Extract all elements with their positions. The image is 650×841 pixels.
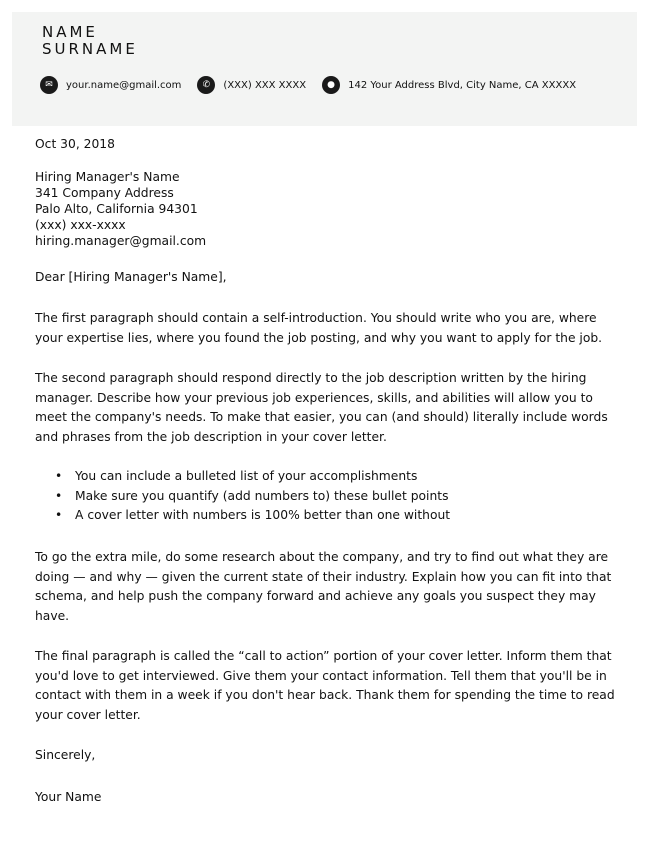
signature: Your Name <box>35 789 102 804</box>
contact-phone: ✆ (XXX) XXX XXXX <box>197 76 306 94</box>
paragraph-research: To go the extra mile, do some research about the company, and try to find out what they are doing — and why — given the current state of their industry. Explain how you can fit into that schema, and help push the company forward and achieve any goals you suspect they may have. <box>35 550 612 623</box>
paragraph-intro: The first paragraph should contain a self-introduction. You should write who you are, where your expertise lies, where you found the job posting, and why you want to apply for the job. <box>35 311 603 345</box>
paragraph-call-to-action: The final paragraph is called the “call to action” portion of your cover letter. Inform them that you'd love to get interviewed. Give them your contact information. Tell them that you'll be in contact with them in a week if you don't hear back. Thank them for spending the time to read your cover letter. <box>35 649 615 722</box>
salutation: Dear [Hiring Manager's Name], <box>35 269 227 284</box>
recipient-address: Hiring Manager's Name 341 Company Address Palo Alto, California 94301 (xxx) xxx-xxxx hiring.manager@gmail.com <box>35 169 207 249</box>
list-item: • A cover letter with numbers is 100% better than one without <box>55 506 635 526</box>
contact-address: ● 142 Your Address Blvd, City Name, CA XXXXX <box>322 76 576 94</box>
closing: Sincerely, <box>35 748 96 763</box>
list-item: • You can include a bulleted list of your accomplishments <box>55 467 635 487</box>
mail-icon: ✉ <box>40 76 58 94</box>
contact-row <box>40 76 592 94</box>
applicant-name: NAME SURNAME <box>42 23 138 58</box>
letter-body <box>35 135 635 807</box>
letter-date: Oct 30, 2018 <box>35 137 115 151</box>
list-item: • Make sure you quantify (add numbers to) these bullet points <box>55 487 635 507</box>
paragraph-qualifications: The second paragraph should respond directly to the job description written by the hiring manager. Describe how your previous job experiences, skills, and abilities will allow you to meet the company's needs. To make that easier, you can (and should) literally include words and phrases from the job description in your cover letter. <box>35 371 608 444</box>
accomplishment-list <box>55 467 635 526</box>
resume-header <box>12 12 637 126</box>
contact-email: ✉ your.name@gmail.com <box>40 76 181 94</box>
phone-icon: ✆ <box>197 76 215 94</box>
location-pin-icon: ● <box>322 76 340 94</box>
